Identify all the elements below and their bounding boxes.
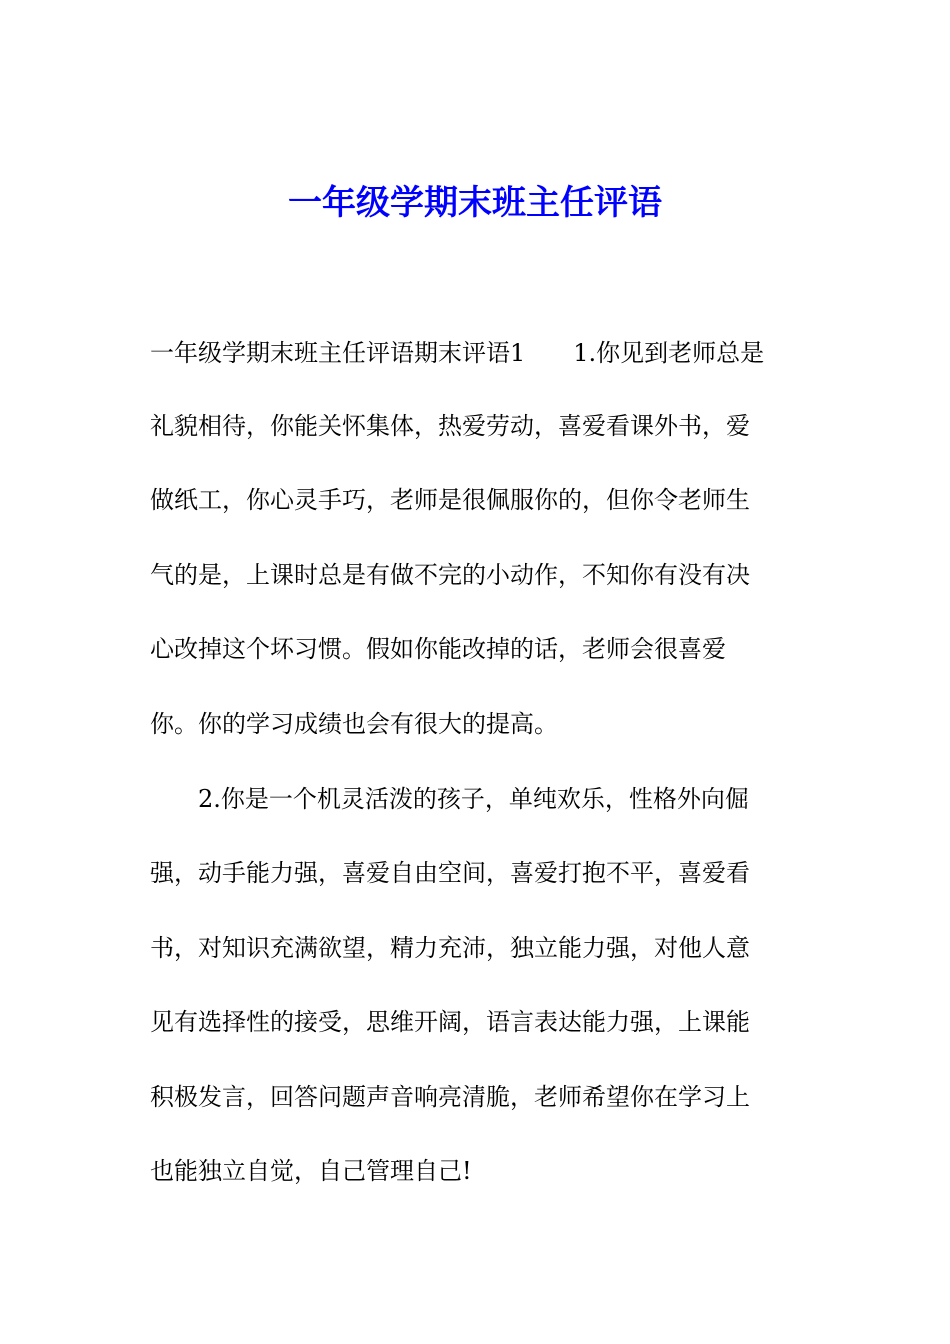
text-line: 一年级学期末班主任评语期末评语1 1.你见到老师总是 [150,339,765,367]
text-line: 书，对知识充满欲望，精力充沛，独立能力强，对他人意 [150,934,750,962]
text-line: 心改掉这个坏习惯。假如你能改掉的话，老师会很喜爱 [150,635,726,663]
text-line: 也能独立自觉，自己管理自己! [150,1157,472,1185]
text-line: 见有选择性的接受，思维开阔，语言表达能力强，上课能 [150,1008,750,1036]
page-title: 一年级学期末班主任评语 [288,183,662,223]
text-line: 气的是，上课时总是有做不完的小动作，不知你有没有决 [150,561,750,589]
text-line: 礼貌相待，你能关怀集体，热爱劳动，喜爱看课外书，爱 [150,412,750,440]
text-line: 你。你的学习成绩也会有很大的提高。 [150,710,558,738]
text-line: 积极发言，回答问题声音响亮清脆，老师希望你在学习上 [150,1083,750,1111]
text-line: 强，动手能力强，喜爱自由空间，喜爱打抱不平，喜爱看 [150,859,750,887]
text-line: 2.你是一个机灵活泼的孩子，单纯欢乐，性格外向倔 [150,785,749,813]
text-line: 做纸工，你心灵手巧，老师是很佩服你的，但你令老师生 [150,486,750,514]
